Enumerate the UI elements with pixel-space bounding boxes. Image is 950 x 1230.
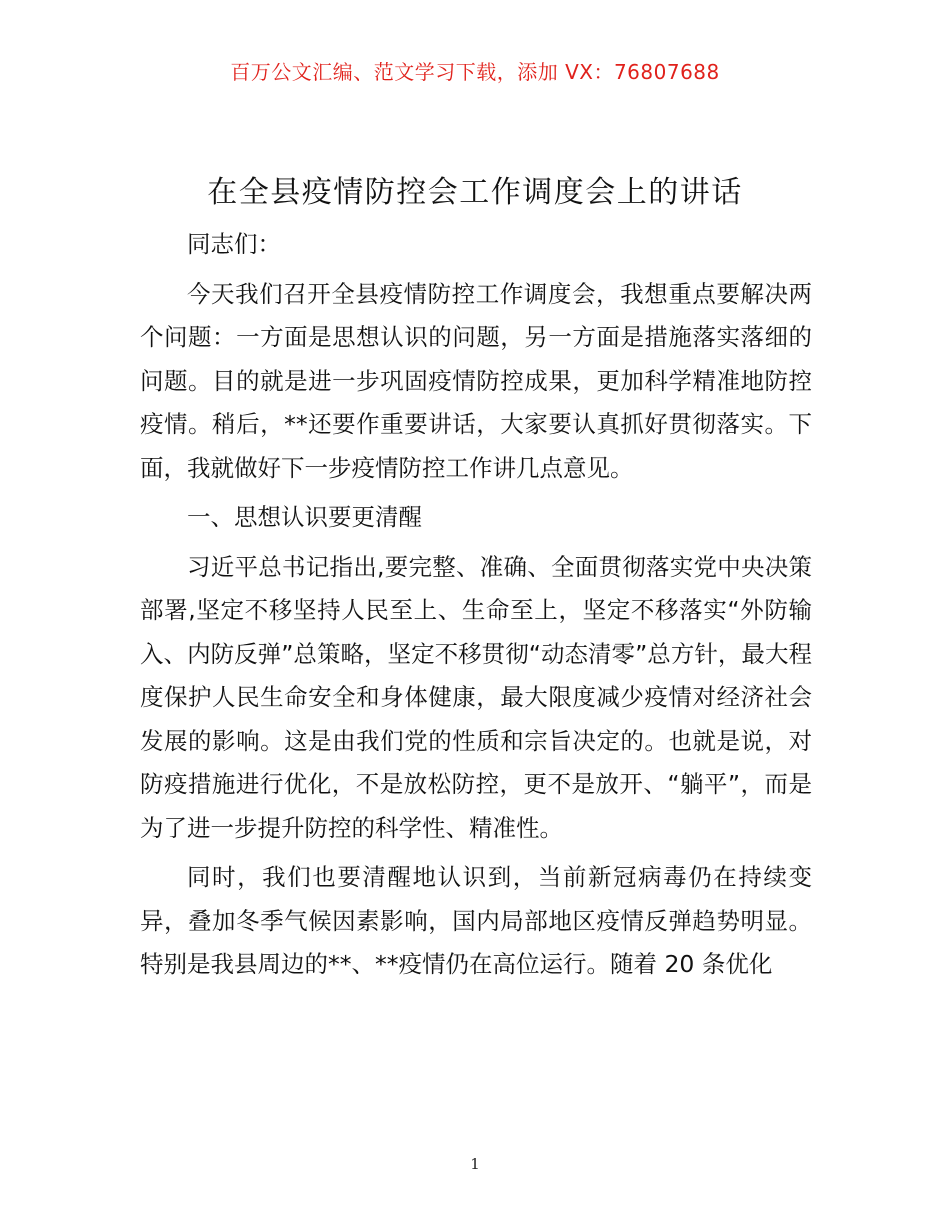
paragraph-intro: 今天我们召开全县疫情防控工作调度会，我想重点要解决两个问题：一方面是思想认识的问题，另一方面是措施落实落细的问题。目的就是进一步巩固疫情防控成果，更加科学精准地防控疫情。稍后，**还要作重要讲话，大家要认真抓好贯彻落实。下面，我就做好下一步疫情防控工作讲几点意见。 — [140, 279, 812, 482]
document-title: 在全县疫情防控会工作调度会上的讲话 — [207, 175, 743, 210]
page-number: 1 — [470, 1155, 480, 1173]
header-watermark-note: 百万公文汇编、范文学习下载，添加 VX：76807688 — [230, 60, 720, 84]
section-heading-1: 一、思想认识要更清醒 — [187, 503, 422, 531]
salutation: 同志们： — [187, 230, 281, 258]
paragraph-section-1: 习近平总书记指出,要完整、准确、全面贯彻落实党中央决策部署,坚定不移坚持人民至上、生命至上，坚定不移落实“外防输入、内防反弹”总策略，坚定不移贯彻“动态清零”总方针，最大程度保护人民生命安全和身体健康，最大限度减少疫情对经济社会发展的影响。这是由我们党的性质和宗旨决定的。也就是说，对防疫措施进行优化，不是放松防控，更不是放开、“躺平”，而是为了进一步提升防控的科学性、精准性。 — [140, 552, 812, 842]
document-body — [140, 223, 812, 987]
paragraph-situation: 同时，我们也要清醒地认识到，当前新冠病毒仍在持续变异，叠加冬季气候因素影响，国内局部地区疫情反弹趋势明显。特别是我县周边的**、**疫情仍在高位运行。随着 20 条优化 — [140, 863, 812, 978]
